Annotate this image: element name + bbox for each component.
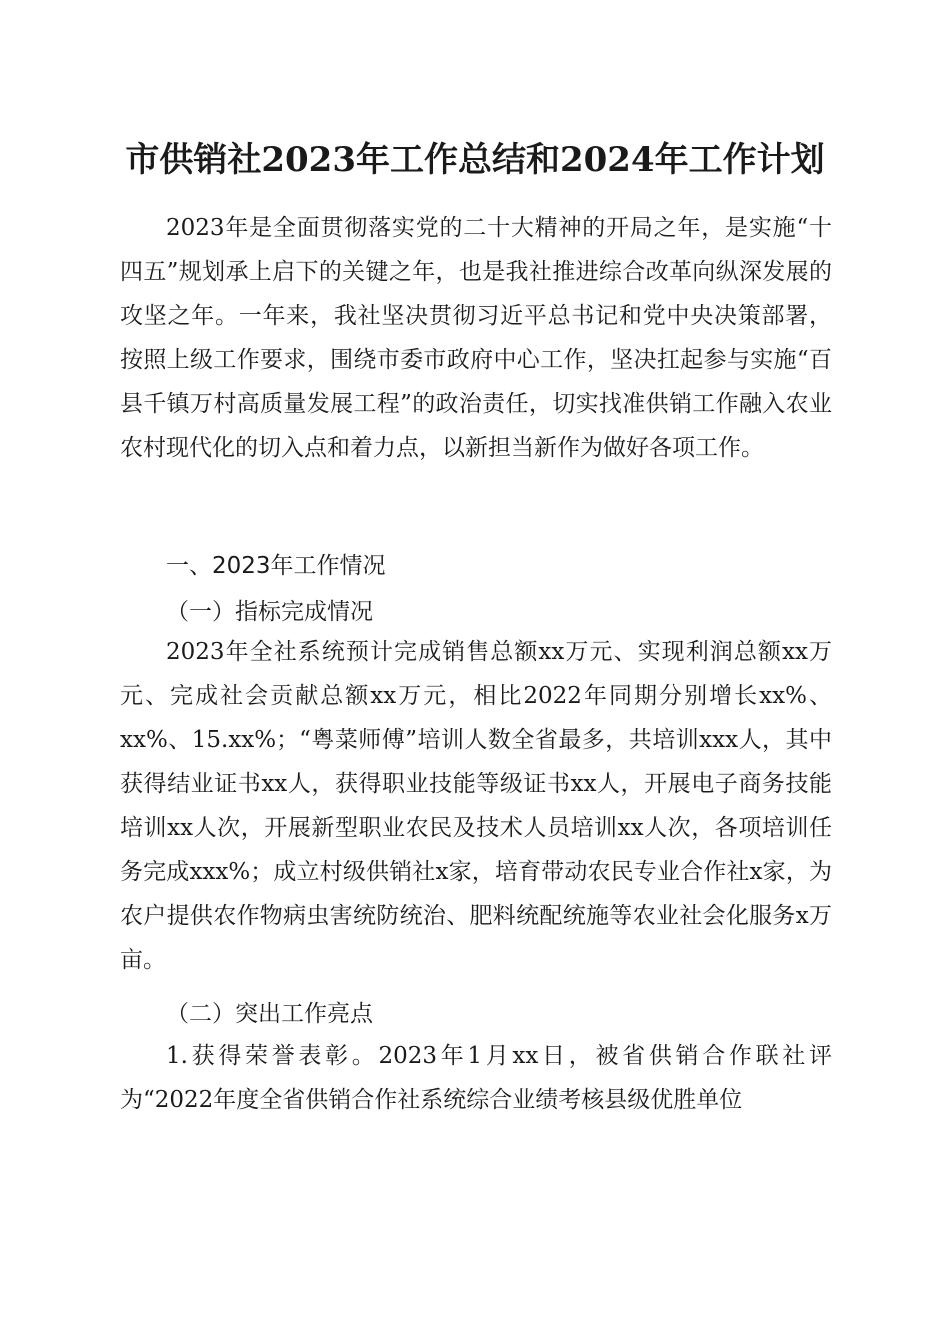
subsection-2-paragraph: 1.获得荣誉表彰。2023年1月xx日，被省供销合作联社评为“2022年度全省供销合作社系统综合业绩考核县级优胜单位 [120,1043,832,1113]
subsection-heading-1: （一）指标完成情况 [166,599,373,625]
section-heading-1: 一、2023年工作情况 [166,553,386,579]
intro-paragraph: 2023年是全面贯彻落实党的二十大精神的开局之年，是实施“十四五”规划承上启下的关键之年，也是我社推进综合改革向纵深发展的攻坚之年。一年来，我社坚决贯彻习近平总书记和党中央决策部署，按照上级工作要求，围绕市委市政府中心工作，坚决扛起参与实施“百县千镇万村高质量发展工程”的政治责任，切实找准供销工作融入农业农村现代化的切入点和着力点，以新担当新作为做好各项工作。 [120,215,832,461]
subsection-1-paragraph: 2023年全社系统预计完成销售总额xx万元、实现利润总额xx万元、完成社会贡献总额xx万元，相比2022年同期分别增长xx%、xx%、15.xx%；“粤菜师傅”培训人数全省最多，共培训xxx人，其中获得结业证书xx人，获得职业技能等级证书xx人，开展电子商务技能培训xx人次，开展新型职业农民及技术人员培训xx人次，各项培训任务完成xxx%；成立村级供销社x家，培育带动农民专业合作社x家，为农户提供农作物病虫害统防统治、肥料统配统施等农业社会化服务x万亩。 [120,639,832,973]
document-title: 市供销社2023年工作总结和2024年工作计划 [125,140,825,180]
subsection-heading-2: （二）突出工作亮点 [166,1001,373,1027]
